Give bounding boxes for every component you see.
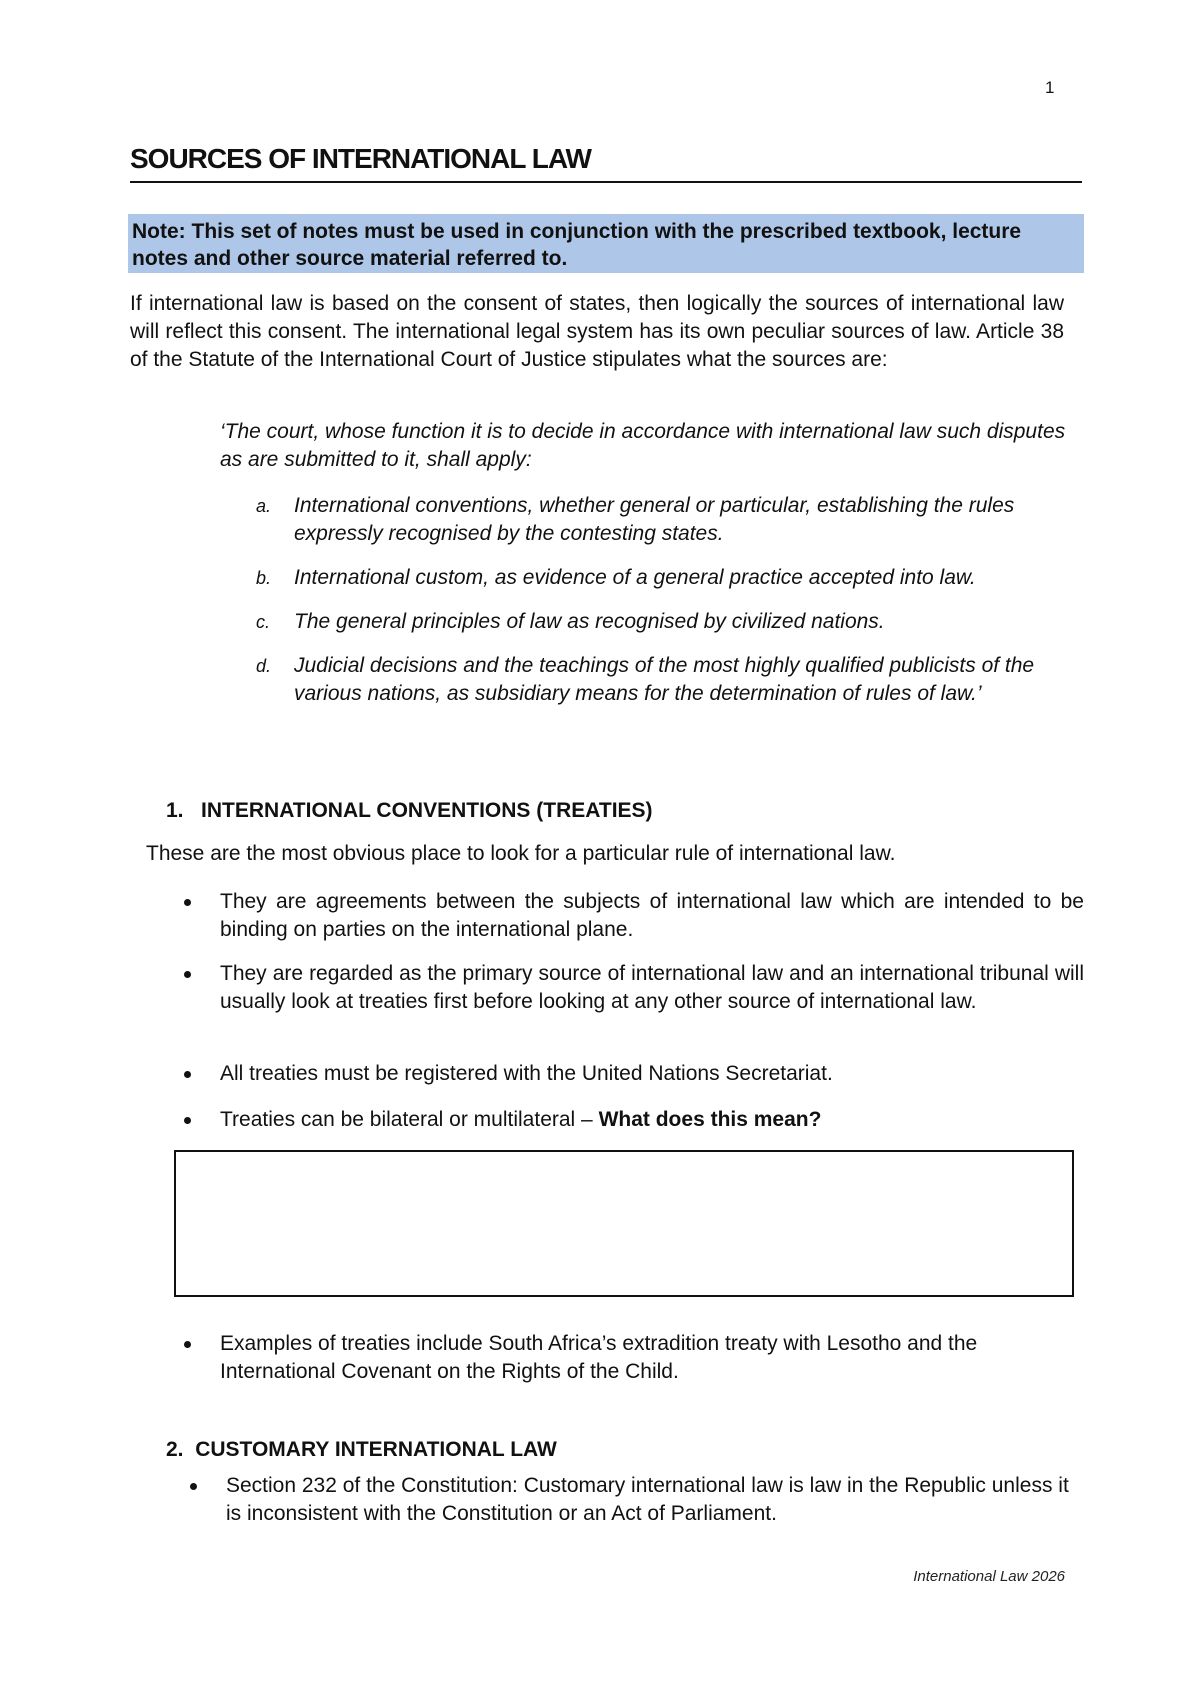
list-item bbox=[184, 1106, 1084, 1134]
list-item bbox=[184, 1330, 1084, 1386]
bullet-text: They are regarded as the primary source of international law and an international tribunal will usually look at treaties first before looking at any other source of international law. bbox=[220, 962, 1084, 1013]
section-title: CUSTOMARY INTERNATIONAL LAW bbox=[195, 1438, 557, 1461]
bullet-question: What does this mean? bbox=[598, 1108, 822, 1131]
bullet-text: Section 232 of the Constitution: Customary international law is law in the Republic unless it is inconsistent with the Constitution or an Act of Parliament. bbox=[226, 1474, 1069, 1525]
section-2-heading bbox=[166, 1436, 1066, 1464]
bullet-dot bbox=[190, 1483, 197, 1490]
intro-paragraph: If international law is based on the consent of states, then logically the sources of international law will reflect this consent. The international legal system has its own peculiar sources of law. Article 38 of the Statute of the International Court of Justice stipulates what the sources are: bbox=[130, 292, 1064, 371]
title-underline bbox=[130, 181, 1082, 183]
footer: International Law 2026 bbox=[913, 1568, 1065, 1585]
answer-box[interactable] bbox=[174, 1150, 1074, 1297]
bullet-dot bbox=[184, 1071, 191, 1078]
section-title: INTERNATIONAL CONVENTIONS (TREATIES) bbox=[201, 799, 653, 822]
section-1-intro: These are the most obvious place to look for a particular rule of international law. bbox=[146, 842, 896, 865]
quote-item-d bbox=[256, 652, 1086, 708]
quote-item-text: Judicial decisions and the teachings of the most highly qualified publicists of the various nations, as subsidiary means for the determination of rules of law.’ bbox=[294, 654, 1035, 705]
quote-item-b bbox=[256, 564, 1086, 592]
quote-item-marker: c. bbox=[256, 612, 271, 632]
quote-item-c bbox=[256, 608, 1086, 636]
quote-item-marker: a. bbox=[256, 496, 272, 516]
quote-item-a bbox=[256, 492, 1086, 548]
quote-item-marker: d. bbox=[256, 656, 272, 676]
bullet-plain-text: Treaties can be bilateral or multilateral – bbox=[220, 1108, 599, 1131]
list-item bbox=[184, 888, 1084, 944]
document-title: SOURCES OF INTERNATIONAL LAW bbox=[130, 143, 591, 174]
bullet-text bbox=[220, 1106, 1084, 1134]
quote-item-marker: b. bbox=[256, 568, 272, 588]
bullet-dot bbox=[184, 971, 191, 978]
section-number: 1. bbox=[166, 799, 184, 822]
page-number: 1 bbox=[1045, 78, 1055, 97]
quote-item-text: International custom, as evidence of a general practice accepted into law. bbox=[294, 566, 976, 589]
bullet-dot bbox=[184, 1341, 191, 1348]
section-number: 2. bbox=[166, 1438, 184, 1461]
list-item bbox=[184, 1060, 1084, 1088]
bullet-text: All treaties must be registered with the United Nations Secretariat. bbox=[220, 1062, 833, 1085]
list-item bbox=[190, 1472, 1080, 1528]
quote-item-text: International conventions, whether general or particular, establishing the rules expressly recognised by the contesting states. bbox=[294, 494, 1015, 545]
quote-item-text: The general principles of law as recognised by civilized nations. bbox=[294, 610, 885, 633]
bullet-text: Examples of treaties include South Africa’s extradition treaty with Lesotho and the International Covenant on the Rights of the Child. bbox=[220, 1332, 978, 1383]
list-item bbox=[184, 960, 1084, 1016]
bullet-dot bbox=[184, 1117, 191, 1124]
note-text: Note: This set of notes must be used in conjunction with the prescribed textbook, lecture notes and other source material referred to. bbox=[132, 220, 1022, 270]
bullet-text: They are agreements between the subjects of international law which are intended to be binding on parties on the international plane. bbox=[220, 890, 1084, 941]
bullet-dot bbox=[184, 899, 191, 906]
section-1-heading bbox=[166, 797, 1066, 825]
article-38-quote-intro: ‘The court, whose function it is to decide in accordance with international law such disputes as are submitted to it, shall apply: bbox=[220, 420, 1066, 471]
